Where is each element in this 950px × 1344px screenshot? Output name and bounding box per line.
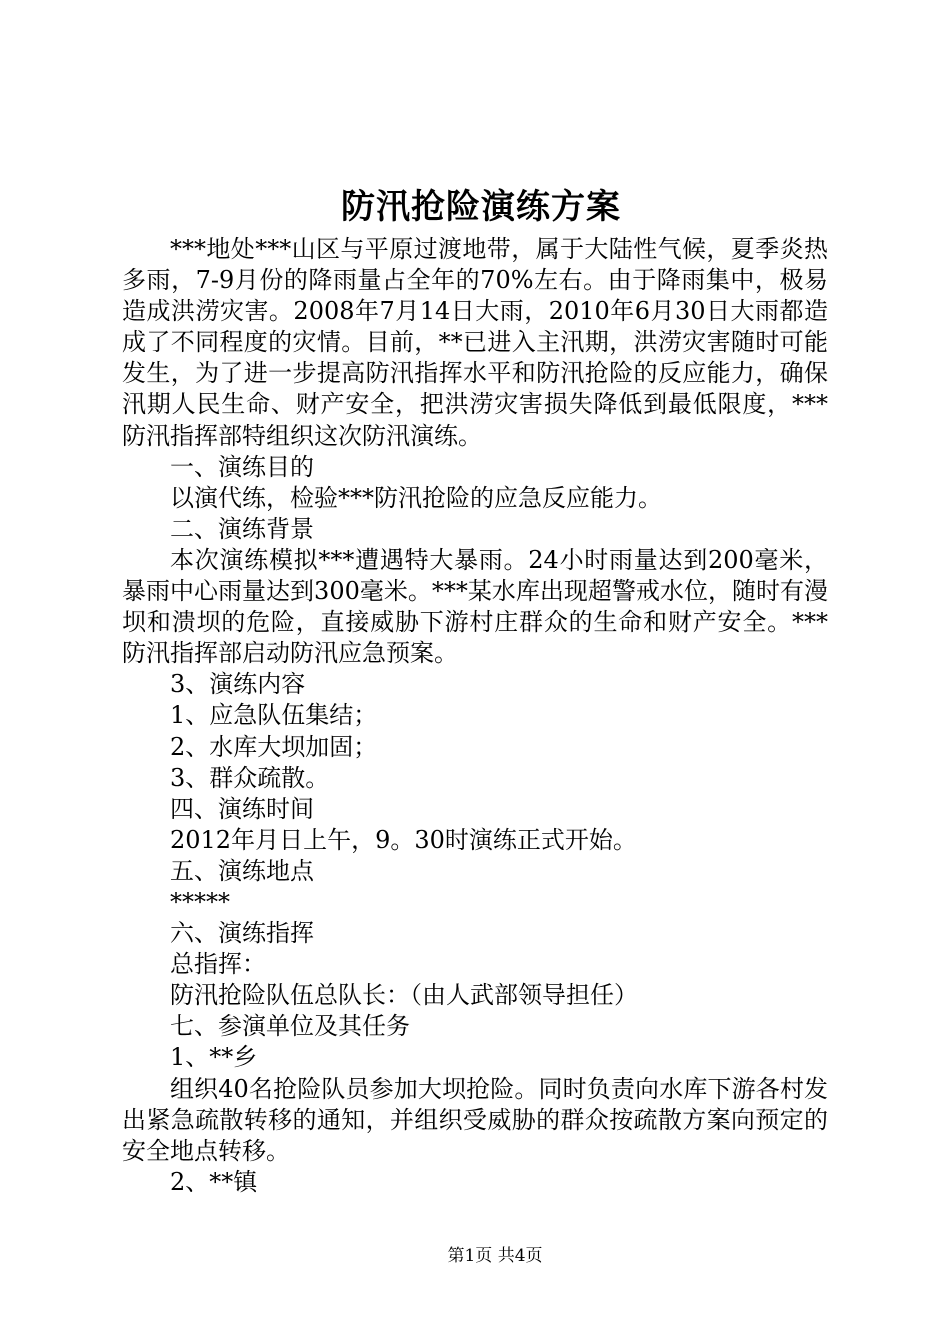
sub-heading: 2、**镇 <box>170 1167 258 1196</box>
paragraph: ***地处***山区与平原过渡地带，属于大陆性气候，夏季炎热多雨，7-9月份的降雨量占全年的70%左右。由于降雨集中，极易造成洪涝灾害。2008年7月14日大雨，2010年6月30日大雨都造成了不同程度的灾情。目前，**已进入主汛期，洪涝灾害随时可能发生，为了进一步提高防汛指挥水平和防汛抢险的反应能力，确保汛期人民生命、财产安全，把洪涝灾害损失降低到最低限度，***防汛指挥部特组织这次防汛演练。 <box>122 235 828 450</box>
document-body <box>122 234 828 1198</box>
document-title: 防汛抢险演练方案 <box>341 187 621 227</box>
page-footer: 第1页 共4页 <box>447 1246 543 1266</box>
section-heading: 四、演练时间 <box>170 794 314 823</box>
section-heading: 六、演练指挥 <box>170 919 314 948</box>
section-heading: 一、演练目的 <box>170 452 314 481</box>
paragraph: 本次演练模拟***遭遇特大暴雨。24小时雨量达到200毫米，暴雨中心雨量达到300毫米。***某水库出现超警戒水位，随时有漫坝和溃坝的危险，直接威胁下游村庄群众的生命和财产安全。***防汛指挥部启动防汛应急预案。 <box>122 545 828 668</box>
paragraph: 2012年月日上午，9。30时演练正式开始。 <box>170 825 637 854</box>
section-heading: 3、演练内容 <box>170 670 306 699</box>
paragraph: 组织40名抢险队员参加大坝抢险。同时负责向水库下游各村发出紧急疏散转移的通知，并组织受威胁的群众按疏散方案向预定的安全地点转移。 <box>122 1074 828 1165</box>
list-item: 1、应急队伍集结； <box>170 701 378 730</box>
list-item: 3、群众疏散。 <box>170 763 330 792</box>
paragraph: ***** <box>170 887 230 916</box>
paragraph: 以演代练，检验***防汛抢险的应急反应能力。 <box>170 483 662 512</box>
section-heading: 五、演练地点 <box>170 856 314 885</box>
paragraph: 总指挥： <box>170 950 266 979</box>
sub-heading: 1、**乡 <box>170 1043 258 1072</box>
list-item: 2、水库大坝加固； <box>170 732 378 761</box>
paragraph: 防汛抢险队伍总队长：（由人武部领导担任） <box>170 981 638 1010</box>
section-heading: 二、演练背景 <box>170 514 314 543</box>
section-heading: 七、参演单位及其任务 <box>170 1012 410 1041</box>
